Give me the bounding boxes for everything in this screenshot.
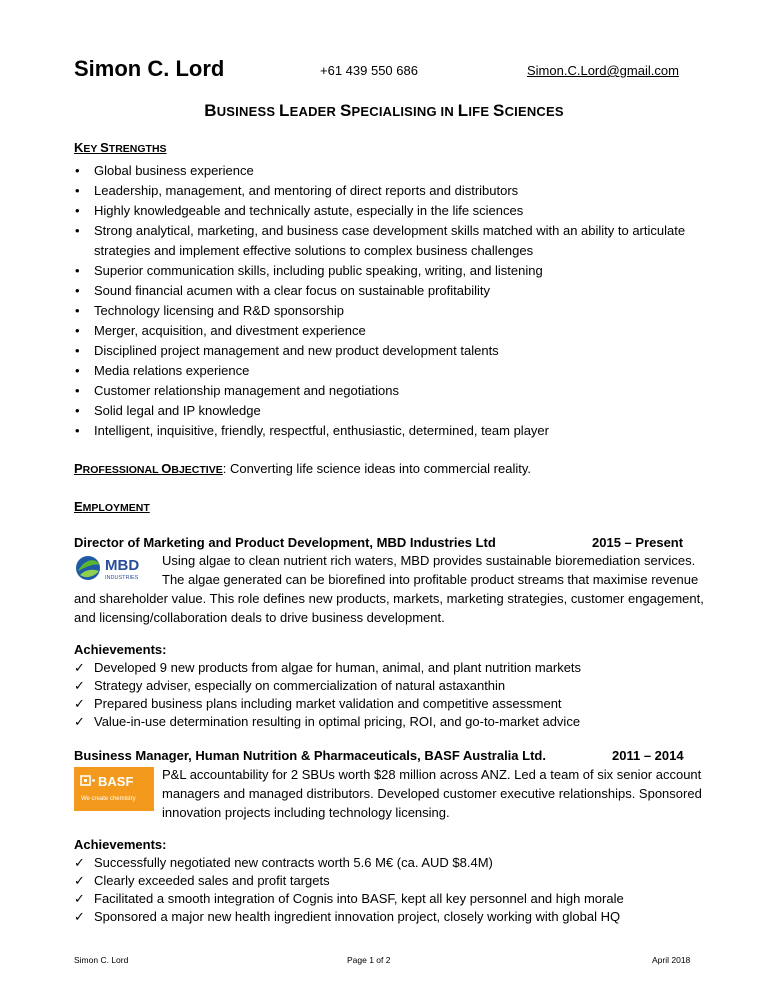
mbd-logo-subtext: INDUSTRIES	[105, 575, 139, 581]
list-item: • Disciplined project management and new product development talents	[74, 341, 714, 361]
job-dates: 2011 – 2014	[612, 748, 684, 763]
list-item: • Superior communication skills, including public speaking, writing, and listening	[74, 261, 714, 281]
bullet-icon: •	[75, 283, 80, 298]
list-item: • Intelligent, inquisitive, friendly, respectful, enthusiastic, determined, team player	[74, 421, 714, 441]
objective-heading: PROFESSIONAL OBJECTIVE	[74, 461, 223, 476]
bullet-icon: •	[75, 343, 80, 358]
employment-heading: EMPLOYMENT	[74, 499, 150, 514]
footer-name: Simon C. Lord	[74, 955, 129, 965]
list-item: • Media relations experience	[74, 361, 714, 381]
list-item: • Global business experience	[74, 161, 714, 181]
objective-text: : Converting life science ideas into commercial reality.	[222, 461, 532, 476]
tagline: BUSINESS LEADER SPECIALISING IN LIFE SCIENCES	[204, 101, 564, 120]
bullet-icon: •	[75, 203, 80, 218]
checkmark-icon: ✓	[74, 873, 85, 888]
list-item: ✓ Prepared business plans including market validation and competitive assessment	[74, 696, 562, 711]
list-item: ✓ Sponsored a major new health ingredient innovation project, closely working with global HQ	[74, 909, 621, 924]
checkmark-icon: ✓	[74, 909, 85, 924]
candidate-name: Simon C. Lord	[74, 56, 225, 81]
footer-page-number: Page 1 of 2	[347, 955, 391, 965]
bullet-icon: •	[75, 383, 80, 398]
phone-number: +61 439 550 686	[320, 63, 418, 78]
footer-date: April 2018	[652, 955, 691, 965]
list-item: ✓ Strategy adviser, especially on commercialization of natural astaxanthin	[74, 678, 506, 693]
checkmark-icon: ✓	[74, 696, 85, 711]
achievements-label: Achievements:	[74, 837, 167, 852]
bullet-icon: •	[75, 223, 80, 238]
bullet-icon: •	[75, 263, 80, 278]
bullet-icon: •	[75, 303, 80, 318]
list-item: • Technology licensing and R&D sponsorship	[74, 301, 714, 321]
list-item: ✓ Facilitated a smooth integration of Cognis into BASF, kept all key personnel and high morale	[74, 891, 624, 906]
checkmark-icon: ✓	[74, 714, 85, 729]
key-strengths-list	[74, 161, 714, 441]
list-item: • Solid legal and IP knowledge	[74, 401, 714, 421]
checkmark-icon: ✓	[74, 891, 85, 906]
checkmark-icon: ✓	[74, 678, 85, 693]
list-item: ✓ Clearly exceeded sales and profit targets	[74, 873, 330, 888]
list-item: ✓ Successfully negotiated new contracts worth 5.6 M€ (ca. AUD $8.4M)	[74, 855, 493, 870]
job-dates: 2015 – Present	[592, 535, 684, 550]
list-item: ✓ Developed 9 new products from algae for human, animal, and plant nutrition markets	[74, 660, 582, 675]
list-item: • Sound financial acumen with a clear focus on sustainable profitability	[74, 281, 714, 301]
bullet-icon: •	[75, 403, 80, 418]
list-item: • Strong analytical, marketing, and business case development skills matched with an ability to articulate strategies and implement effective solutions to complex business challenges	[75, 223, 686, 258]
professional-objective	[74, 461, 531, 476]
bullet-icon: •	[75, 183, 80, 198]
email-link[interactable]: Simon.C.Lord@gmail.com	[527, 63, 679, 78]
bullet-icon: •	[75, 363, 80, 378]
job-description: BASF We create chemistry P&L accountability for 2 SBUs worth $28 million across ANZ. Led a team of six senior account managers and managed distributors. Developed customer executive relationships. Sponsored innovation projects including technology licensing.	[74, 765, 714, 822]
list-item: ✓ Value-in-use determination resulting in optimal pricing, ROI, and go-to-market advice	[74, 714, 581, 729]
checkmark-icon: ✓	[74, 855, 85, 870]
list-item: • Leadership, management, and mentoring of direct reports and distributors	[74, 181, 714, 201]
basf-logo-text: BASF	[98, 774, 134, 789]
mbd-logo	[74, 553, 154, 583]
basf-logo-subtext: We create chemistry	[81, 796, 136, 802]
basf-logo	[74, 767, 154, 811]
bullet-icon: •	[75, 323, 80, 338]
achievements-list	[74, 659, 714, 731]
list-item: • Highly knowledgeable and technically astute, especially in the life sciences	[74, 201, 714, 221]
job-description: MBD INDUSTRIES Using algae to clean nutrient rich waters, MBD provides sustainable bioremediation services. The algae generated can be biorefined into profitable product streams that maximise revenue and shareholder value. This role defines new products, markets, marketing strategies, customer engagement, and licensing/collaboration deals to drive business development.	[74, 553, 704, 625]
mbd-logo-text: MBD	[105, 557, 140, 574]
bullet-icon: •	[75, 163, 80, 178]
achievements-list	[74, 854, 714, 926]
bullet-icon: •	[75, 423, 80, 438]
list-item: • Customer relationship management and negotiations	[74, 381, 714, 401]
list-item: • Merger, acquisition, and divestment experience	[74, 321, 714, 341]
job-title: Business Manager, Human Nutrition & Pharmaceuticals, BASF Australia Ltd.	[74, 748, 546, 763]
key-strengths-heading: KEY STRENGTHS	[74, 140, 167, 155]
achievements-label: Achievements:	[74, 642, 167, 657]
job-title: Director of Marketing and Product Development, MBD Industries Ltd	[74, 535, 496, 550]
checkmark-icon: ✓	[74, 660, 85, 675]
